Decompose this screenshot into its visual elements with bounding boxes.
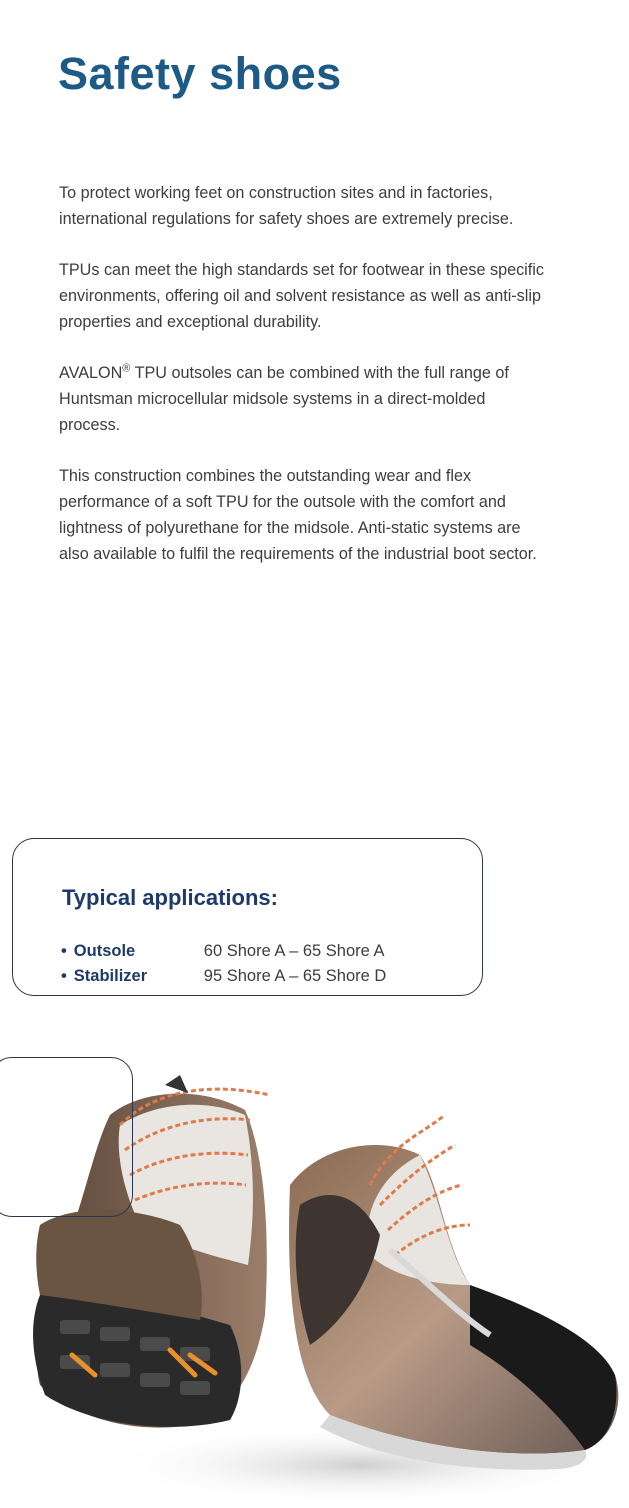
application-value: 95 Shore A – 65 Shore D [203,967,387,985]
list-item [61,939,386,964]
decorative-frame [0,1057,133,1217]
application-name: Stabilizer [73,967,148,985]
applications-box [12,838,483,996]
application-name: Outsole [73,942,136,960]
avalon-brand: AVALON [59,364,123,382]
applications-heading: Typical applications: [62,885,278,910]
body-text [59,180,549,592]
paragraph-construction: This construction combines the outstanding wear and flex performance of a soft TPU for the outsole with the comfort and lightness of polyurethane for the midsole. Anti-static systems are also available to fulfil the requirements of the industrial boot sector. [59,467,537,563]
avalon-description: TPU outsoles can be combined with the full range of Huntsman microcellular midsole systems in a direct-molded process. [59,364,509,434]
applications-list [61,939,386,989]
bullet-icon: • [61,967,67,985]
bullet-icon: • [61,942,67,960]
registered-mark: ® [122,362,131,375]
application-value: 60 Shore A – 65 Shore A [203,942,385,960]
list-item [61,964,386,989]
paragraph-intro: To protect working feet on construction sites and in factories, international regulations for safety shoes are extremely precise. [59,184,514,228]
paragraph-tpu-standards: TPUs can meet the high standards set for footwear in these specific environments, offering oil and solvent resistance as well as anti-slip properties and exceptional durability. [59,261,544,331]
right-boot [289,1115,618,1470]
paragraph-avalon [59,360,549,438]
page-title: Safety shoes [58,48,342,99]
